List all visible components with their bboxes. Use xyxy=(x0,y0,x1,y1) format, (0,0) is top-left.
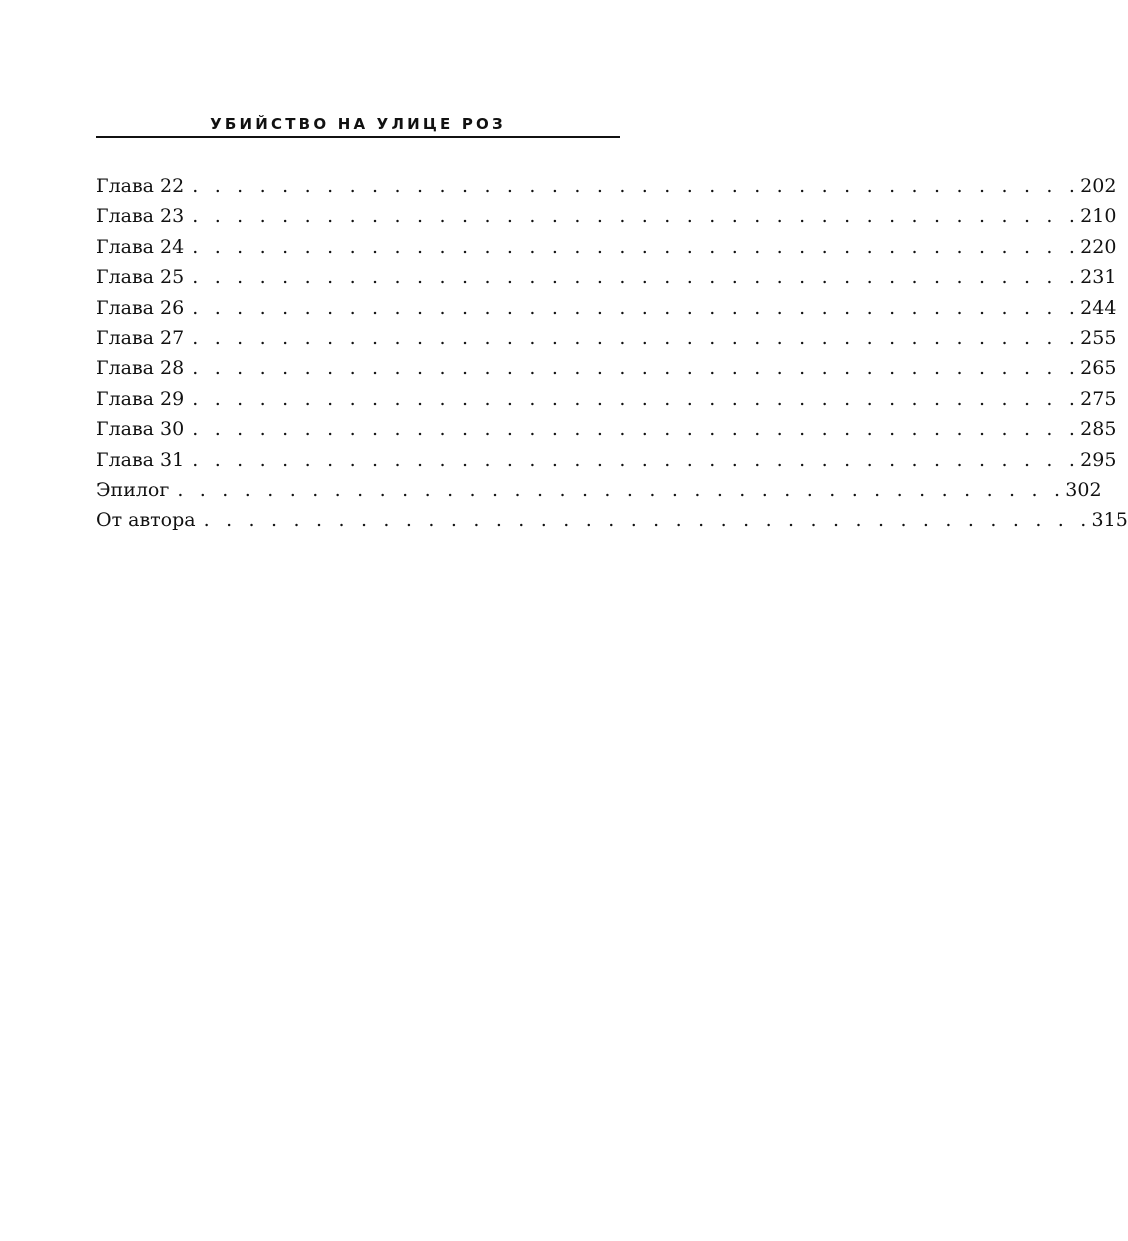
toc-entry xyxy=(96,475,1102,505)
toc-entry-title: Глава 22 xyxy=(96,175,185,197)
toc-entry-title: Эпилог xyxy=(96,478,170,501)
toc-dot-leader: . . . . . . . . . . . . . . . . . . . . . . . . . . . . . . . . . . . . . . . . xyxy=(192,326,1081,349)
toc-entry xyxy=(96,505,1128,535)
toc-entry xyxy=(96,353,1117,383)
toc-entry-title: Глава 26 xyxy=(96,296,185,319)
toc-entry xyxy=(96,293,1117,323)
toc-entry-title: Глава 27 xyxy=(96,326,185,349)
toc-page-number: 244 xyxy=(1080,296,1117,319)
toc-page-number: 220 xyxy=(1080,235,1117,258)
toc-entry xyxy=(96,262,1117,292)
toc-entry-title: Глава 24 xyxy=(96,235,185,258)
toc-entry xyxy=(96,414,1117,444)
toc-page-number: 302 xyxy=(1065,478,1102,501)
toc-entry-title: Глава 23 xyxy=(96,205,185,228)
toc-page-number: 315 xyxy=(1091,509,1128,532)
toc-dot-leader: . . . . . . . . . . . . . . . . . . . . . . . . . . . . . . . . . . . . . . . . xyxy=(192,448,1081,471)
toc-dot-leader: . . . . . . . . . . . . . . . . . . . . . . . . . . . . . . . . . . . . . . . . xyxy=(192,175,1081,197)
running-header: УБИЙСТВО НА УЛИЦЕ РОЗ xyxy=(210,115,506,133)
toc-dot-leader: . . . . . . . . . . . . . . . . . . . . . . . . . . . . . . . . . . . . . . . . xyxy=(177,478,1066,501)
toc-dot-leader: . . . . . . . . . . . . . . . . . . . . . . . . . . . . . . . . . . . . . . . . xyxy=(192,235,1081,258)
toc-page-number: 265 xyxy=(1080,357,1117,380)
toc-dot-leader: . . . . . . . . . . . . . . . . . . . . . . . . . . . . . . . . . . . . . . . . xyxy=(192,418,1081,441)
toc-page-number: 295 xyxy=(1080,448,1117,471)
toc-page-number: 255 xyxy=(1080,326,1117,349)
table-of-contents xyxy=(96,171,1128,536)
toc-entry-title: Глава 30 xyxy=(96,418,185,441)
toc-page-number: 275 xyxy=(1080,387,1117,410)
header-rule xyxy=(96,136,620,138)
toc-dot-leader: . . . . . . . . . . . . . . . . . . . . . . . . . . . . . . . . . . . . . . . . xyxy=(192,387,1081,410)
toc-dot-leader: . . . . . . . . . . . . . . . . . . . . . . . . . . . . . . . . . . . . . . . . xyxy=(203,509,1092,532)
toc-dot-leader: . . . . . . . . . . . . . . . . . . . . . . . . . . . . . . . . . . . . . . . . xyxy=(192,296,1081,319)
toc-entry xyxy=(96,445,1117,475)
toc-entry-title: Глава 28 xyxy=(96,357,185,380)
toc-entry-title: От автора xyxy=(96,509,196,532)
toc-page-number: 202 xyxy=(1080,175,1117,197)
toc-page-number: 210 xyxy=(1080,205,1117,228)
toc-entry-title: Глава 31 xyxy=(96,448,185,471)
toc-dot-leader: . . . . . . . . . . . . . . . . . . . . . . . . . . . . . . . . . . . . . . . . xyxy=(192,357,1081,380)
toc-entry xyxy=(96,323,1117,353)
toc-entry-title: Глава 29 xyxy=(96,387,185,410)
toc-dot-leader: . . . . . . . . . . . . . . . . . . . . . . . . . . . . . . . . . . . . . . . . xyxy=(192,266,1081,289)
toc-entry-title: Глава 25 xyxy=(96,266,185,289)
toc-dot-leader: . . . . . . . . . . . . . . . . . . . . . . . . . . . . . . . . . . . . . . . . xyxy=(192,205,1081,228)
toc-page-number: 231 xyxy=(1080,266,1117,289)
toc-entry xyxy=(96,384,1117,414)
toc-entry xyxy=(96,201,1117,231)
toc-page-number: 285 xyxy=(1080,418,1117,441)
toc-entry xyxy=(96,171,1117,201)
toc-entry xyxy=(96,232,1117,262)
